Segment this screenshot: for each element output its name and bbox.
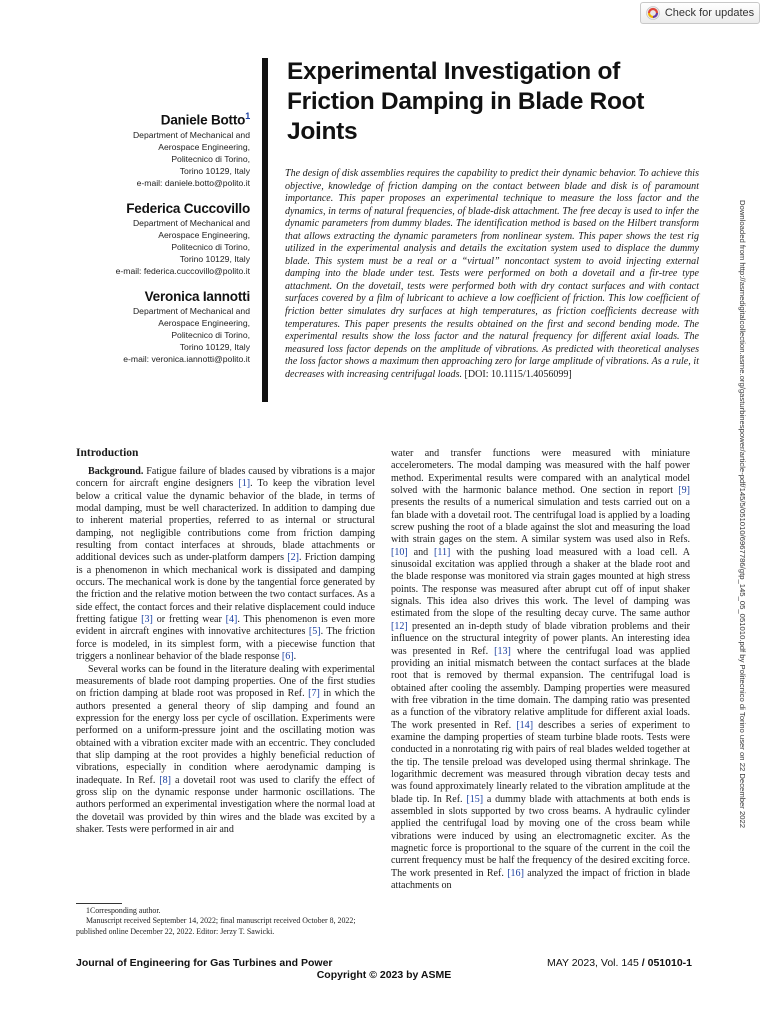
citation-link[interactable]: [14]: [516, 719, 534, 731]
paper-title: Experimental Investigation of Friction Damping in Blade Root Joints: [287, 58, 645, 145]
footnotes: [76, 906, 375, 937]
section-heading-introduction: Introduction: [76, 447, 139, 459]
footer-copyright: Copyright © 2023 by ASME: [316, 969, 452, 981]
citation-link[interactable]: [10]: [391, 546, 408, 558]
footnote: 1Corresponding author.: [86, 906, 161, 915]
citation-link[interactable]: [11]: [433, 546, 451, 558]
affiliation-line: Aerospace Engineering,: [158, 317, 250, 328]
affiliation-line: Torino 10129, Italy: [179, 166, 250, 177]
footnote: Manuscript received September 14, 2022; final manuscript received October 8, 2022; published online December 22, 2022. Editor: Jerzy T. Sawicki.: [76, 916, 356, 936]
affiliation-line: Department of Mechanical and: [132, 217, 250, 228]
author-entry: [112, 289, 250, 366]
download-notice-sidebar: [736, 200, 748, 840]
abstract: [285, 168, 699, 381]
download-notice-text: Downloaded from http://asmedigitalcollection.asme.org/gasturbinespower/article-pdf/145/5/051010/6967786/gtp_145_05_051010.pdf by Politecnico di Torino user on 22 December 2022: [738, 200, 747, 829]
citation-link[interactable]: [15]: [466, 793, 484, 805]
author-name: Daniele Botto: [160, 112, 246, 128]
title-accent-bar: [262, 58, 268, 402]
citation-link[interactable]: [1]: [238, 478, 251, 490]
author-block: [112, 108, 250, 377]
affiliation-line: Politecnico di Torino,: [171, 241, 250, 252]
citation-link[interactable]: [5]: [308, 626, 321, 638]
author-email: e-mail: federica.cuccovillo@polito.it: [115, 266, 250, 277]
citation-link[interactable]: [16]: [507, 867, 524, 879]
citation-link[interactable]: [4]: [225, 614, 238, 626]
paragraph: Background. Fatigue failure of blades caused by vibrations is a major concern for aircraft engine designers [1]. To keep the vibration level below a critical value the dynamic behavior of the blade, in terms of modal damping, must be well characterized. In addition to damping due to inherent material properties, referred to as internal or structural damping, not negligible contributions come from friction damping resulting from contact interfaces at shrouds, blade attachments or additional devices such as under-platform dampers [2]. Friction damping is a phenomenon in which mechanical work is dissipated and damping occurs. The mechanical work is done by the tangential force generated by the friction and the relative motion between the two contact surfaces. As a side effect, the contact forces and their relative displacement could induce fretting fatigue [3] or fretting wear [4]. This phenomenon is even more evident in aircraft engines with innovative architectures [5]. The friction force is modeled, in its simplest form, with a piecewise function that triggers a nonlinear behavior of the blade response [6].: [76, 466, 376, 663]
citation-link[interactable]: [2]: [287, 552, 299, 564]
footer-issue: [547, 957, 692, 969]
corresponding-author-mark[interactable]: 1: [245, 111, 250, 121]
check-for-updates-label: Check for updates: [664, 7, 755, 19]
citation-link[interactable]: [8]: [159, 774, 172, 786]
footnote-divider: [76, 903, 122, 904]
affiliation-line: Department of Mechanical and: [132, 129, 250, 140]
affiliation-line: Aerospace Engineering,: [158, 141, 250, 152]
author-email: e-mail: veronica.iannotti@polito.it: [123, 354, 250, 365]
footer-journal-name: Journal of Engineering for Gas Turbines and Power: [76, 957, 333, 969]
author-entry: [112, 201, 250, 278]
check-for-updates-icon: [646, 6, 660, 20]
footer-article-number: 051010-1: [647, 957, 692, 969]
right-column: [391, 448, 690, 892]
author-name: Veronica Iannotti: [144, 288, 250, 304]
citation-link[interactable]: [6]: [281, 651, 294, 663]
citation-link[interactable]: [7]: [308, 688, 320, 700]
citation-link[interactable]: [12]: [391, 620, 408, 632]
affiliation-line: Department of Mechanical and: [132, 305, 250, 316]
citation-link[interactable]: [13]: [494, 645, 511, 657]
footer-issue-info: MAY 2023, Vol. 145: [547, 957, 639, 969]
author-email: e-mail: daniele.botto@polito.it: [136, 178, 250, 189]
doi-link[interactable]: [DOI: 10.1115/1.4056099]: [464, 368, 572, 380]
paragraph: water and transfer functions were measured with miniature accelerometers. The modal damping was measured with the half power method. Experimental results were compared with an analytical model solved with the harmonic balance method. One section in report [9] presents the results of a numerical simulation and tests carried out on a fan blade with a dovetail root. The centrifugal load is applied by a loading screw pushing the root of a blade against the slot and measuring the load with strain gages on the stem. A similar system was used also in Refs. [10] and [11] with the pushing load measured with a load cell. A sinusoidal excitation was applied through a shaker at the blade root and the blade response was monitored via strain gages mounted at high stress points. The response was measured after abrupt cut off of input shaker signals. This idea also drives this work. The level of damping was estimated from the slope of the resulting decay curve. The same author [12] presented an in-depth study of blade vibration problems and their influence on the structural integrity of power plants. An interesting idea was presented in Ref. [13] where the centrifugal load was applied providing an initial mismatch between the contact surfaces at the blade root that is removed by thermal expansion. The centrifugal load is obtained after cooling the assembly. Damping properties were measured with free vibration in the time domain. The damping ratio was presented as a function of the vibratory relative amplitude for different axial loads. The work presented in Ref. [14] describes a series of experiment to examine the damping properties of steam turbine blade roots. Tests were conducted in a nonrotating rig with pairs of real blades welded together at the tip. The tensile preload was developed using thermal shrinkage. The logarithmic decrement was measured through vibration decay tests and was found approximately linearly related to the vibration amplitude at the blade tip. In Ref. [15] a dummy blade with attachments at both ends is assembled in slots supported by two cross beams. A hydraulic cylinder applied the centrifugal load by moving one of the cross beam while vibrations were induced by using an electromagnetic exciter. As the magnetic force is proportional to the square of the current in the coil the current frequency must be half the frequency of the desired exciting force. The work presented in Ref. [16] analyzed the impact of friction in blade attachments on: [391, 448, 691, 892]
affiliation-line: Politecnico di Torino,: [171, 329, 250, 340]
affiliation-line: Torino 10129, Italy: [179, 342, 250, 353]
check-for-updates-button[interactable]: [640, 2, 760, 24]
citation-link[interactable]: [9]: [678, 485, 690, 497]
author-entry: [112, 108, 250, 190]
affiliation-line: Politecnico di Torino,: [171, 153, 250, 164]
affiliation-line: Aerospace Engineering,: [158, 229, 250, 240]
footer-separator: /: [638, 957, 648, 969]
author-name: Federica Cuccovillo: [126, 200, 250, 216]
citation-link[interactable]: [3]: [141, 614, 153, 626]
run-in-heading: Background.: [88, 466, 144, 477]
affiliation-line: Torino 10129, Italy: [179, 254, 250, 265]
paragraph: Several works can be found in the literature dealing with experimental measurements of blade root damping properties. One of the first studies on friction damping at blade root was proposed in Ref. [7] in which the authors presented a general theory of slip damping and found an expression for the energy loss per cycle of oscillation. Experiments were performed on a uniform-pressure joint and the oscillating motion was obtained with a vibration exciter made with an eccentric. They concluded that slip damping at the root provides a highly beneficial reduction of vibrations, especially in condition where aerodynamic damping is inadequate. In Ref. [8] a dovetail root was used to clarify the effect of gross slip on the dynamic response under harmonic oscillations. The authors performed an experimental investigation where the normal load at the dovetail was provided by thin wires and the blade was excited by a shaker. Tests were performed in air and: [76, 663, 375, 835]
left-column: [76, 446, 375, 836]
abstract-text: The design of disk assemblies requires the capability to predict their dynamic behavior. To achieve this objective, knowledge of friction damping on the contact between blade and disk is of paramount importance. This paper proposes an experimental technique to measure the loss factor and the dynamics, in terms of natural frequencies, of blade-disk attachment. The free decay is used to infer the dynamic parameters from dummy blades. The identification method is based on the Hilbert transform that allows extracting the dynamic parameters from nonlinear system. This paper shows the test rig utilized in the experimental analysis and details the excitation system used to displace the dummy blade. This system must be a real or a “virtual” noncontact system to avoid injecting external damping into the blade under test. Tests were performed on both a dovetail and a fir-tree type attachment. On the dovetail, tests were performed both with dry contact surfaces and with contact surfaces covered by a film of lubricant to achieve a low coefficient of friction. This low coefficient of friction better simulates dry surfaces at high temperatures, as friction coefficients decrease with temperatures. This paper presents the results obtained on the first and second bending mode. The experimental results show the loss factor and the natural frequency for different axial loads. The measured loss factor depends on the amplitude of vibrations. As predicted with theoretical analyses the loss factor shows a maximum then approaching zero for large amplitude of vibrations. As a rule, it decreases with increasing centrifugal loads.: [285, 168, 699, 380]
